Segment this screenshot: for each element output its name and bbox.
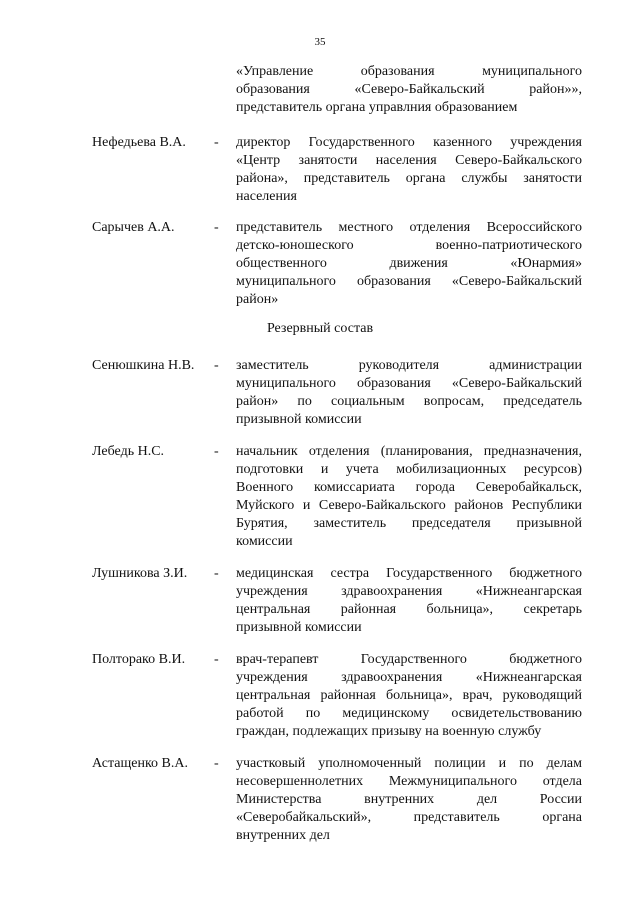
member-dash: - bbox=[214, 135, 219, 150]
member-role bbox=[236, 651, 582, 741]
intro-line: образования «Северо-Байкальский район»», bbox=[236, 82, 582, 97]
member-name: Полторако В.И. bbox=[92, 652, 186, 667]
role-line: работой по медицинскому освидетельствованию bbox=[236, 706, 582, 721]
member-dash: - bbox=[214, 652, 219, 667]
role-line: врач-терапевт Государственного бюджетного bbox=[236, 652, 582, 667]
role-line: подготовки и учета мобилизационных ресурсов) bbox=[236, 462, 582, 477]
role-line: директор Государственного казенного учреждения bbox=[236, 135, 582, 150]
role-line: внутренних дел bbox=[236, 828, 330, 843]
member-dash: - bbox=[214, 358, 219, 373]
role-line: центральная районная больница», врач, руководящий bbox=[236, 688, 582, 703]
member-role bbox=[236, 443, 582, 551]
role-line: района», представитель органа службы занятости bbox=[236, 171, 582, 186]
member-name: Астащенко В.А. bbox=[92, 756, 189, 771]
role-line: «Центр занятости населения Северо-Байкальского bbox=[236, 153, 582, 168]
role-line: общественного движения «Юнармия» bbox=[236, 256, 582, 271]
intro-role-text bbox=[236, 63, 582, 117]
role-line: призывной комиссии bbox=[236, 412, 362, 427]
member-role bbox=[236, 565, 582, 637]
role-line: учреждения здравоохранения «Нижнеангарская bbox=[236, 584, 582, 599]
member-name: Сарычев А.А. bbox=[92, 220, 175, 235]
role-line: муниципального образования «Северо-Байкальский bbox=[236, 376, 582, 391]
reserve-section-title: Резервный состав bbox=[266, 321, 374, 336]
role-line: населения bbox=[236, 189, 297, 204]
role-line: детско-юношеского военно-патриотического bbox=[236, 238, 582, 253]
page-number: 35 bbox=[314, 36, 326, 48]
role-line: призывной комиссии bbox=[236, 620, 362, 635]
intro-line: представитель органа управлния образованием bbox=[236, 100, 518, 115]
role-line: «Северобайкальский», представитель органа bbox=[236, 810, 582, 825]
role-line: район» bbox=[236, 292, 279, 307]
role-line: граждан, подлежащих призыву на военную службу bbox=[236, 724, 542, 739]
role-line: заместитель руководителя администрации bbox=[236, 358, 582, 373]
role-line: Военного комиссариата города Северобайкальск, bbox=[236, 480, 582, 495]
role-line: начальник отделения (планирования, предназначения, bbox=[236, 444, 582, 459]
role-line: Муйского и Северо-Байкальского районов Республики bbox=[236, 498, 582, 513]
role-line: комиссии bbox=[236, 534, 293, 549]
member-role bbox=[236, 357, 582, 429]
member-dash: - bbox=[214, 566, 219, 581]
member-role bbox=[236, 219, 582, 309]
role-line: участковый уполномоченный полиции и по делам bbox=[236, 756, 582, 771]
role-line: представитель местного отделения Всероссийского bbox=[236, 220, 582, 235]
member-dash: - bbox=[214, 756, 219, 771]
member-role bbox=[236, 134, 582, 206]
member-name: Нефедьева В.А. bbox=[92, 135, 186, 150]
member-name: Лебедь Н.С. bbox=[92, 444, 165, 459]
role-line: несовершеннолетних Межмуниципального отдела bbox=[236, 774, 582, 789]
intro-line: «Управление образования муниципального bbox=[236, 64, 582, 79]
role-line: учреждения здравоохранения «Нижнеангарская bbox=[236, 670, 582, 685]
role-line: центральная районная больница», секретарь bbox=[236, 602, 582, 617]
role-line: Министерства внутренних дел России bbox=[236, 792, 582, 807]
role-line: Бурятия, заместитель председателя призывной bbox=[236, 516, 582, 531]
member-dash: - bbox=[214, 444, 219, 459]
member-dash: - bbox=[214, 220, 219, 235]
member-role bbox=[236, 755, 582, 845]
member-name: Лушникова З.И. bbox=[92, 566, 188, 581]
member-name: Сенюшкина Н.В. bbox=[92, 358, 195, 373]
role-line: муниципального образования «Северо-Байкальский bbox=[236, 274, 582, 289]
role-line: район» по социальным вопросам, председатель bbox=[236, 394, 582, 409]
role-line: медицинская сестра Государственного бюджетного bbox=[236, 566, 582, 581]
